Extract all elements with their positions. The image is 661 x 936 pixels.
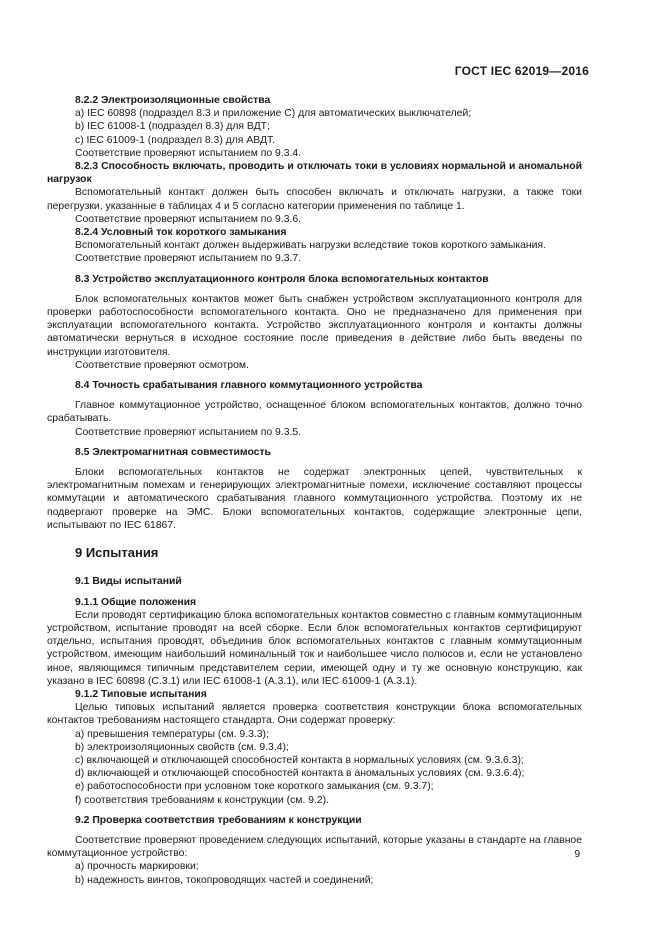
paragraph: Соответствие проверяют испытанием по 9.3.5. <box>75 426 302 438</box>
paragraph: Целью типовых испытаний является проверка соответствия конструкции блока вспомогательных контактов требованиям настоящего стандарта. Они содержат проверку: <box>47 702 582 727</box>
paragraph: Главное коммутационное устройство, оснащенное блоком вспомогательных контактов, должно точно срабатывать. <box>47 400 582 425</box>
document-header: ГОСТ IEC 62019—2016 <box>454 64 589 78</box>
list-item: c) включающей и отключающей способностей контакта в нормальных условиях (см. 9.3.6.3); <box>75 754 524 766</box>
chapter-heading: 9 Испытания <box>75 545 159 561</box>
list-item: b) электроизоляционных свойств (см. 9.3.4); <box>75 741 289 753</box>
document-body <box>47 94 582 887</box>
paragraph: Вспомогательный контакт должен выдерживать нагрузки вследствие токов короткого замыкания. <box>75 240 546 252</box>
section-heading: 8.5 Электромагнитная совместимость <box>75 446 271 458</box>
section-heading: 8.2.3 Способность включать, проводить и отключать токи в условиях нормальной и аномальной нагрузок <box>47 161 582 186</box>
paragraph: Блок вспомогательных контактов может быть снабжен устройством эксплуатационного контроля для проверки работоспособности вспомогательного контакта. Оно не предназначено для применения при эксплуатации вспомогательного контакта. Устройство эксплуатационного контроля и контакты должны автоматически вернуться в исходное состояние после приведения в действие либо быть введены по инструкции изготовителя. <box>47 293 582 358</box>
section-heading: 9.1.2 Типовые испытания <box>75 688 207 700</box>
page-number: 9 <box>574 849 580 860</box>
list-item: e) работоспособности при условном токе короткого замыкания (см. 9.3.7); <box>75 781 434 793</box>
paragraph: Соответствие проверяют испытанием по 9.3.4. <box>75 147 302 159</box>
list-item: a) прочность маркировки; <box>75 861 199 873</box>
section-heading: 9.1.1 Общие положения <box>75 596 197 608</box>
paragraph: Вспомогательный контакт должен быть способен включать и отключать нагрузки, а также токи перегрузки, указанные в таблицах 4 и 5 согласно категории применения по таблице 1. <box>47 187 582 212</box>
list-item: a) IEC 60898 (подраздел 8.3 и приложение C) для автоматических выключателей; <box>75 108 472 120</box>
paragraph: Если проводят сертификацию блока вспомогательных контактов совместно с главным коммутационным устройством, испытание проводят на всей сборке. Если блок вспомогательных контактов сертифицируют отдельно, испытания проводят, объединив блок вспомогательных контактов с главным коммутационным устройством, имеющим наибольший номинальный ток и наибольшее число полюсов и, если не установлено иное, являющимся типичным представителем серии, имеющей одну и ту же основную конструкцию, как указано в IEC 60898 (C.3.1) или IEC 61008-1 (A.3.1), или IEC 61009-1 (A.3.1). <box>47 609 582 687</box>
paragraph: Блоки вспомогательных контактов не содержат электронных цепей, чувствительных к электромагнитным помехам и генерирующих электромагнитные помехи, исключение составляют процессы коммутации и автоматического срабатывания главного коммутационного устройства. Поэтому их не подвергают проверке на ЭМС. Блоки вспомогательных контактов, содержащие электронные цепи, испытывают по IEC 61867. <box>47 467 582 531</box>
section-heading: 9.1 Виды испытаний <box>75 576 182 588</box>
paragraph: Соответствие проверяют испытанием по 9.3.7. <box>75 253 302 265</box>
list-item: a) превышения температуры (см. 9.3.3); <box>75 728 269 740</box>
paragraph: Соответствие проверяют проведением следующих испытаний, которые указаны в стандарте на главное коммутационное устройство: <box>47 834 582 860</box>
paragraph: Соответствие проверяют испытанием по 9.3.6. <box>75 213 302 225</box>
section-heading: 8.4 Точность срабатывания главного коммутационного устройства <box>75 380 423 392</box>
section-heading: 9.2 Проверка соответствия требованиям к конструкции <box>75 814 362 826</box>
list-item: c) IEC 61009-1 (подраздел 8.3) для АВДТ. <box>75 134 276 146</box>
section-heading: 8.2.4 Условный ток короткого замыкания <box>75 227 287 239</box>
section-heading: 8.2.2 Электроизоляционные свойства <box>75 95 271 106</box>
list-item: b) IEC 61008-1 (подраздел 8.3) для ВДТ; <box>75 121 270 133</box>
section-heading: 8.3 Устройство эксплуатационного контроля блока вспомогательных контактов <box>75 273 489 285</box>
paragraph: Соответствие проверяют осмотром. <box>75 359 249 371</box>
list-item: f) соответствия требованиям к конструкции (см. 9.2). <box>75 794 329 806</box>
list-item: d) включающей и отключающей способностей контакта в аномальных условиях (см. 9.3.6.4); <box>75 768 525 780</box>
list-item: b) надежность винтов, токопроводящих частей и соединений; <box>75 874 374 886</box>
